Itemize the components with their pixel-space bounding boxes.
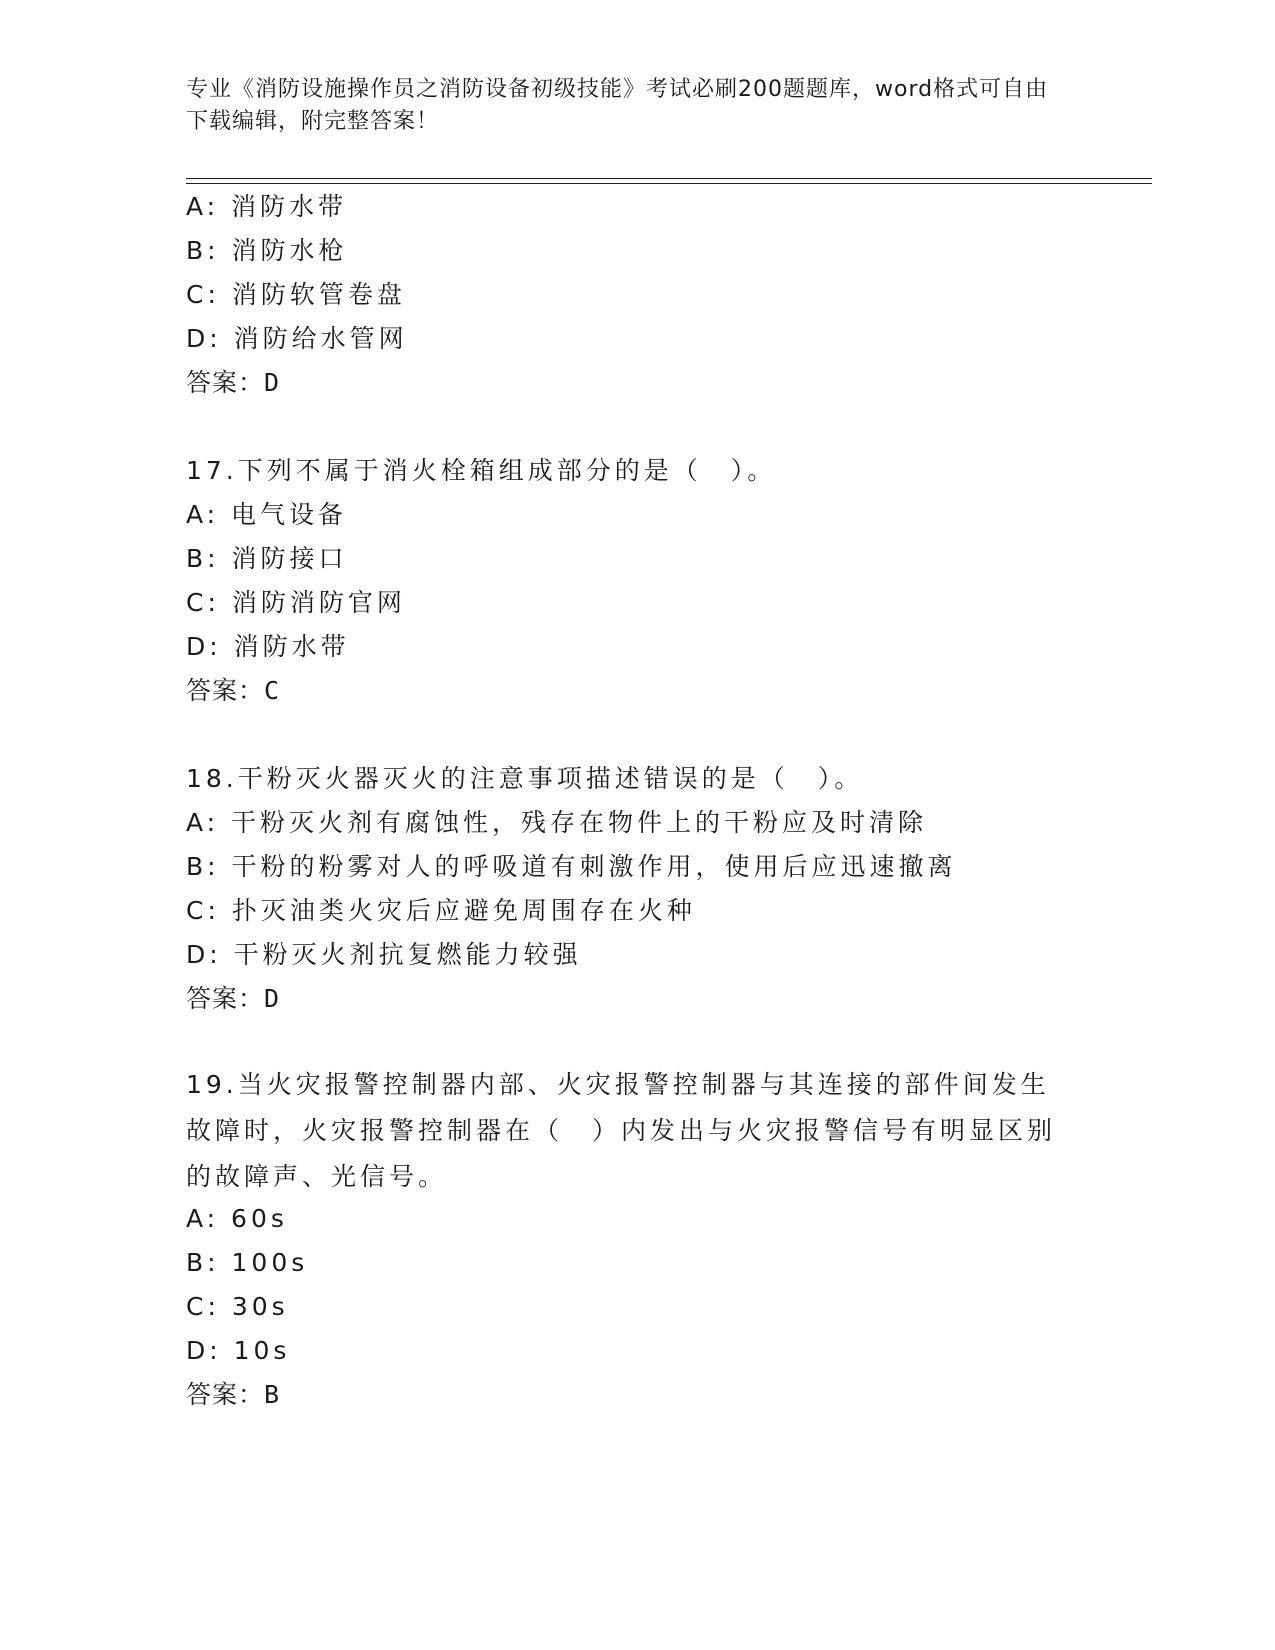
- q17-option-c: C: 消防消防官网: [186, 588, 406, 617]
- q16-answer-value: D: [264, 368, 280, 397]
- header-rule-top: [186, 178, 1152, 179]
- answer-label: 答案：: [186, 677, 265, 705]
- q19-answer-value: B: [264, 1380, 280, 1409]
- answer-label: 答案：: [186, 1381, 265, 1409]
- q16-answer: [186, 366, 279, 400]
- q16-option-a: A: 消防水带: [186, 192, 348, 221]
- q18-stem: 18.干粉灭火器灭火的注意事项描述错误的是（ ）。: [186, 764, 864, 793]
- q17-option-b: B: 消防接口: [186, 544, 348, 573]
- q16-option-b: B: 消防水枪: [186, 236, 348, 265]
- q19-answer: [186, 1378, 279, 1412]
- q18-option-d: D: 干粉灭火剂抗复燃能力较强: [186, 940, 582, 969]
- q19-option-a: A: 60s: [186, 1204, 288, 1233]
- q18-answer-value: D: [264, 984, 280, 1013]
- header-rule-bottom: [186, 183, 1152, 184]
- q19-option-d: D: 10s: [186, 1336, 291, 1365]
- document-header-title: 专业《消防设施操作员之消防设备初级技能》考试必刷200题题库，word格式可自由下载编辑，附完整答案！: [186, 77, 1049, 134]
- q18-answer: [186, 982, 279, 1016]
- q19-option-b: B: 100s: [186, 1248, 309, 1277]
- q18-option-c: C: 扑灭油类火灾后应避免周围存在火种: [186, 896, 696, 925]
- q16-option-d: D: 消防给水管网: [186, 324, 408, 353]
- answer-label: 答案：: [186, 985, 265, 1013]
- q17-answer-value: C: [264, 676, 280, 705]
- q17-stem: 17.下列不属于消火栓箱组成部分的是（ ）。: [186, 456, 777, 485]
- q17-option-d: D: 消防水带: [186, 632, 350, 661]
- q19-option-c: C: 30s: [186, 1292, 289, 1321]
- q17-answer: [186, 674, 279, 708]
- q18-option-b: B: 干粉的粉雾对人的呼吸道有刺激作用，使用后应迅速撤离: [186, 852, 957, 881]
- answer-label: 答案：: [186, 369, 265, 397]
- q17-option-a: A: 电气设备: [186, 500, 348, 529]
- q19-stem: 19.当火灾报警控制器内部、火灾报警控制器与其连接的部件间发生故障时，火灾报警控制器在（ ）内发出与火灾报警信号有明显区别的故障声、光信号。: [186, 1070, 1057, 1191]
- q18-option-a: A: 干粉灭火剂有腐蚀性，残存在物件上的干粉应及时清除: [186, 808, 928, 837]
- q16-option-c: C: 消防软管卷盘: [186, 280, 406, 309]
